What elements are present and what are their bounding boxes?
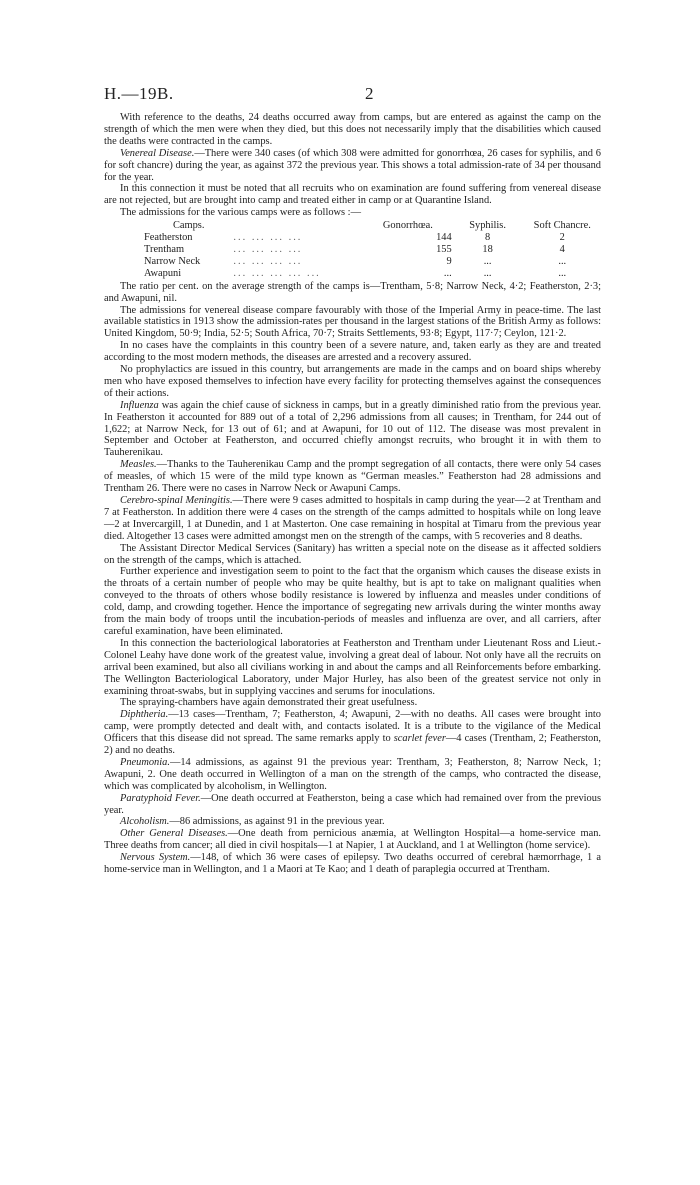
section-heading: Alcoholism. (120, 816, 170, 828)
section-heading: Influenza (120, 399, 159, 411)
table-header: Gonorrhœa. (382, 220, 433, 232)
paragraph-recruits: In this connection it must be noted that all recruits who on examination are found suffering from venereal disease are not rejected, but are brought into camp and treated either in camp or at Quarantine Island. (104, 183, 601, 207)
page-number: 2 (365, 84, 374, 103)
table-header: Camps. (172, 220, 205, 232)
paragraph-imperial-army: The admissions for venereal disease compare favourably with those of the Imperial Army in peace-time. The last available statistics in 1913 show the admission-rates per thousand in the largest stations of the British Army as follows: United Kingdom, 50·9; India, 52·5; South Africa, 70·7; Straits Settlements, 93·8; Egypt, 117·7; Ceylon, 121·2. (104, 304, 601, 340)
paragraph-severity: In no cases have the complaints in this country been of a severe nature, and, taken early as they are and treated according to the most modern methods, the diseases are arrested and a recovery assured. (104, 340, 601, 364)
section-heading: Paratyphoid Fever. (120, 792, 201, 804)
section-heading: Measles. (120, 459, 157, 471)
table-row: Narrow Neck ... ... ... ... 9 ... ... (144, 255, 567, 267)
paragraph-meningitis: Cerebro-spinal Meningitis.—There were 9 cases admitted to hospitals in camp during the year—2 at Trentham and 7 at Featherston. In addition there were 4 cases on the strength of the camps admitted to hospitals while on long leave—2 at Invercargill, 1 at Dunedin, and 1 at Masterton. One case remaining in hospital at Timaru from the previous year died. Altogether 13 cases were admitted amongst men on the strength of the camps, with 5 recoveries and 8 deaths. (104, 495, 601, 542)
paragraph-pneumonia: Pneumonia.—14 admissions, as against 91 the previous year: Trentham, 3; Featherston, 8; Narrow Neck, 1; Awapuni, 2. One death occurred in Wellington of a man on the strength of the camps, who contracted the disease, which was complicated by alcoholism, in Wellington. (104, 756, 601, 792)
table-header: Syphilis. (469, 220, 506, 232)
paragraph-spraying: The spraying-chambers have again demonstrated their great usefulness. (120, 697, 418, 709)
paragraph-laboratories: In this connection the bacteriological laboratories at Featherston and Trentham under Lieutenant Ross and Lieut.-Colonel Leahy have done work of the greatest value, involving a great deal of labour. Not only have all the recruits on arrival been examined, but also all civilians working in and about the camps and all Reinforcements before embarking. The Wellington Bacteriological Laboratory, under Major Hurley, has also been of the greatest service not only in examining throat-swabs, but in supplying vaccines and serums for inoculations. (104, 637, 601, 697)
admissions-table (144, 220, 601, 280)
paragraph-organism: Further experience and investigation seem to point to the fact that the organism which causes the disease exists in the throats of a certain number of people who may be quite healthy, but is apt to take on malignant qualities when conveyed to the throats of others whose bodily resistance is lowered by influenza and measles under conditions of cold, damp, and crowding together. Hence the importance of segregating new arrivals during the winter months away from the main body of troops until the incubation-periods of measles and influenza are over, and all carriers, after careful examination, have been eliminated. (104, 566, 601, 637)
table-header-row (144, 220, 601, 232)
paragraph-prophylactics: No prophylactics are issued in this country, but arrangements are made in the camps and on board ships whereby men who have exposed themselves to infection have every facility for protecting themselves against the consequences of their actions. (104, 364, 601, 399)
section-heading: Cerebro-spinal Meningitis. (120, 495, 233, 506)
paragraph-influenza: Influenza was again the chief cause of sickness in camps, but in a greatly diminished ratio from the previous year. In Featherston it accounted for 889 out of a total of 2,296 admissions from all causes; in Trentham, for 244 out of 1,622; at Narrow Neck, for 13 out of 61; and at Awapuni, for 10 out of 112. The disease was most prevalent in September and October at Featherston, and occurred chiefly amongst recruits, who brought it in with them to Tauherenikau. (104, 399, 601, 459)
paragraph-venereal: Venereal Disease.—There were 340 cases (of which 308 were admitted for gonorrhœa, 26 cases for syphilis, and 6 for soft chancre) during the year, as against 372 the previous year. This shows a total admission-rate of 34 per thousand for the year. (104, 147, 601, 183)
report-body (104, 112, 601, 876)
section-heading: Venereal Disease. (120, 147, 195, 159)
paragraph-diphtheria: Diphtheria.—13 cases—Trentham, 7; Featherston, 4; Awapuni, 2—with no deaths. All cases were brought into camp, were promptly detected and dealt with, and contacts isolated. It is a tribute to the vigilance of the Medical Officers that this disease did not spread. The same remarks apply to scarlet fever—4 cases (Trentham, 2; Featherston, 2) and no deaths. (104, 709, 601, 757)
paragraph-ratio: The ratio per cent. on the average strength of the camps is—Trentham, 5·8; Narrow Neck, 4·2; Featherston, 2·3; and Awapuni, nil. (104, 280, 601, 304)
section-heading: Diphtheria. (120, 709, 169, 721)
section-heading: Other General Diseases. (120, 828, 228, 840)
table-header: Soft Chancre. (533, 220, 591, 232)
paragraph-admissions-intro: The admissions for the various camps were as follows :— (120, 207, 361, 219)
paragraph-paratyphoid: Paratyphoid Fever.—One death occurred at Featherston, being a case which had remained over from the previous year. (104, 792, 601, 816)
table-row: Trentham ... ... ... ... 155 18 4 (144, 243, 565, 255)
paragraph-measles: Measles.—Thanks to the Tauherenikau Camp and the prompt segregation of all contacts, there were only 54 cases of measles, of which 15 were of the mild type known as “German measles.” Featherston had 28 admissions and Trentham 26. There were no cases in Narrow Neck or Awapuni Camps. (104, 459, 601, 495)
paragraph-special-note: The Assistant Director Medical Services (Sanitary) has written a special note on the disease as it affected soldiers on the strength of the camps, which is attached. (104, 542, 601, 566)
document-reference: H.—19B. (104, 84, 174, 103)
table-row: Featherston ... ... ... ... 144 8 2 (144, 232, 565, 244)
table-row: Awapuni ... ... ... ... ... ... ... ... (144, 267, 567, 279)
paragraph-deaths: With reference to the deaths, 24 deaths occurred away from camps, but are entered as against the camp on the strength of which the men were when they died, but this does not necessarily imply that the disabilities which caused the deaths were contracted in the camps. (104, 112, 601, 147)
section-heading: Pneumonia. (120, 756, 170, 768)
paragraph-nervous-system: Nervous System.—148, of which 36 were cases of epilepsy. Two deaths occurred of cerebral hæmorrhage, 1 a home-service man in Wellington, and 1 a Maori at Te Kao; and 1 death of paraplegia occurred at Trentham. (104, 852, 601, 876)
paragraph-alcoholism: Alcoholism.—86 admissions, as against 91 in the previous year. (120, 816, 385, 828)
section-heading: Nervous System. (120, 852, 191, 864)
paragraph-other-diseases: Other General Diseases.—One death from pernicious anæmia, at Wellington Hospital—a home-service man. Three deaths from cancer; all died in civil hospitals—1 at Napier, 1 at Auckland, and 1 at Wellington (home service). (104, 828, 602, 852)
